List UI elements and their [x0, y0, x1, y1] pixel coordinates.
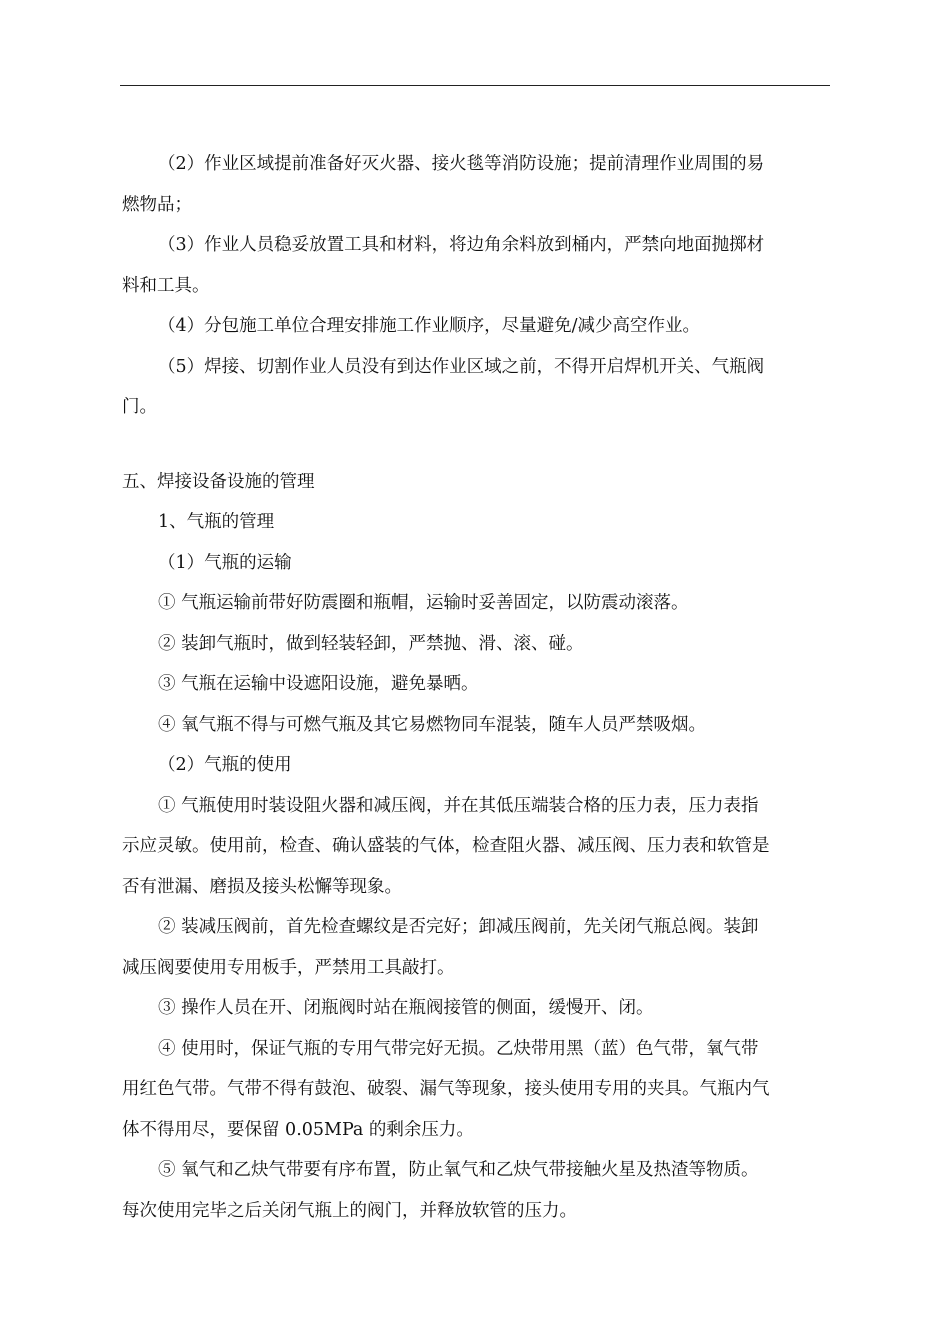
- paragraph-line: （5）焊接、切割作业人员没有到达作业区域之前，不得开启焊机开关、气瓶阀: [158, 356, 765, 377]
- paragraph-line: 料和工具。: [122, 275, 210, 296]
- paragraph-line: （2）作业区域提前准备好灭火器、接火毯等消防设施；提前清理作业周围的易: [158, 154, 765, 174]
- sub-sub-heading: （1）气瓶的运输: [158, 552, 292, 573]
- sub-sub-heading: （2）气瓶的使用: [158, 755, 292, 775]
- list-item-line: 每次使用完毕之后关闭气瓶上的阀门，并释放软管的压力。: [122, 1200, 577, 1221]
- list-item: ③ 气瓶在运输中设遮阳设施，避免暴晒。: [158, 674, 479, 694]
- paragraph-line: （4）分包施工单位合理安排施工作业顺序，尽量避免/减少高空作业。: [158, 316, 701, 336]
- paragraph-line: （3）作业人员稳妥放置工具和材料，将边角余料放到桶内，严禁向地面抛掷材: [158, 235, 765, 255]
- list-item-line: ② 装减压阀前，首先检查螺纹是否完好；卸减压阀前，先关闭气瓶总阀。装卸: [158, 917, 759, 937]
- list-item: ④ 氧气瓶不得与可燃气瓶及其它易燃物同车混装，随车人员严禁吸烟。: [158, 714, 707, 735]
- list-item-line: 用红色气带。气带不得有鼓泡、破裂、漏气等现象，接头使用专用的夹具。气瓶内气: [122, 1079, 770, 1099]
- list-item-line: 体不得用尽，要保留 0.05MPa 的剩余压力。: [122, 1119, 474, 1140]
- list-item-line: 否有泄漏、磨损及接头松懈等现象。: [122, 876, 402, 897]
- list-item-line: ⑤ 氧气和乙炔气带要有序布置，防止氧气和乙炔气带接触火星及热渣等物质。: [158, 1160, 759, 1180]
- list-item: ② 装卸气瓶时，做到轻装轻卸，严禁抛、滑、滚、碰。: [158, 633, 584, 654]
- section-heading: 五、焊接设备设施的管理: [122, 471, 315, 492]
- paragraph-line: 燃物品；: [122, 194, 192, 215]
- list-item-line: 示应灵敏。使用前，检查、确认盛装的气体，检查阻火器、减压阀、压力表和软管是: [122, 836, 770, 856]
- list-item-line: ① 气瓶使用时装设阻火器和减压阀，并在其低压端装合格的压力表，压力表指: [158, 795, 759, 816]
- section-gap: [122, 428, 830, 462]
- header-rule: [120, 85, 830, 86]
- sub-heading: 1、气瓶的管理: [158, 512, 275, 532]
- list-item-line: ④ 使用时，保证气瓶的专用气带完好无损。乙炔带用黑（蓝）色气带，氧气带: [158, 1038, 759, 1059]
- list-item-line: 减压阀要使用专用板手，严禁用工具敲打。: [122, 957, 455, 978]
- list-item-line: ③ 操作人员在开、闭瓶阀时站在瓶阀接管的侧面，缓慢开、闭。: [158, 998, 654, 1018]
- document-body: [122, 144, 830, 1231]
- list-item: ① 气瓶运输前带好防震圈和瓶帽，运输时妥善固定，以防震动滚落。: [158, 593, 689, 613]
- paragraph-line: 门。: [122, 397, 157, 417]
